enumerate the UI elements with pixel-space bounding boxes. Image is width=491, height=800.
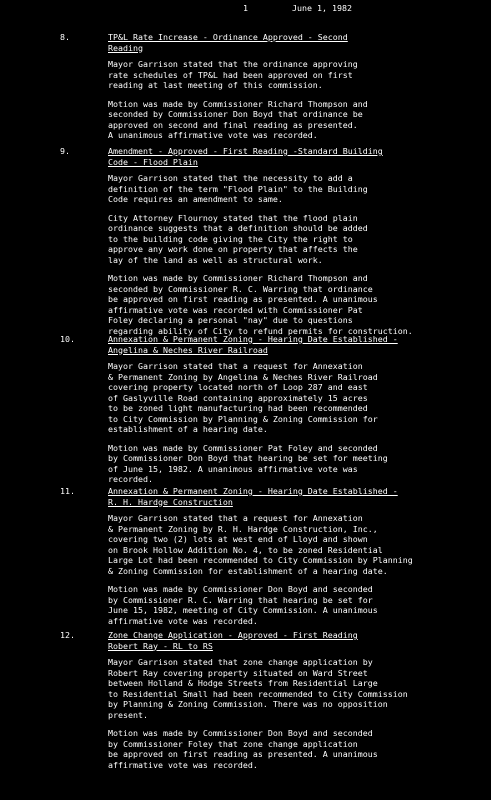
item-paragraph: Mayor Garrison stated that a request for Annexation & Permanent Zoning by R. H. Hardge Construction, Inc., covering two (2) lots at west end of Lloyd and shown on Brook Hollow Addition No. 4, to be zoned Residential Large Lot had been recommended to City Commission by Planning & Zoning Commission for establishment of a hearing date. [108, 513, 413, 576]
item-title: Annexation & Permanent Zoning - Hearing Date Established - Angelina & Neches River Railroad [108, 334, 398, 355]
item-paragraph: Mayor Garrison stated that a request for Annexation & Permanent Zoning by Angelina & Neches River Railroad covering property located north of Loop 287 and east of Gaslyville Road containing approximately 15 acres to be zoned light manufacturing had been recommended to City Commission by Planning & Zoning Commission for establishment of a hearing date. [108, 361, 378, 434]
item-number: 12. [60, 630, 75, 640]
item-number: 8. [60, 32, 70, 42]
page-number: 1 [243, 3, 248, 13]
item-paragraph: Mayor Garrison stated that the ordinance approving rate schedules of TP&L had been approved on first reading at last meeting of this commission. [108, 59, 358, 90]
item-paragraph: City Attorney Flournoy stated that the flood plain ordinance suggests that a definition should be added to the building code giving the City the right to approve any work done on property that affects the lay of the land as well as structural work. [108, 212, 368, 265]
item-number: 9. [60, 146, 70, 156]
item-paragraph: Motion was made by Commissioner Richard Thompson and seconded by Commissioner R. C. Warring that ordinance be approved on first reading as presented. A unanimous affirmative vote was recorded with Commissioner Pat Foley declaring a personal "nay" due to questions regarding ability of City to refund permits for construction. [108, 273, 413, 336]
item-paragraph: Mayor Garrison stated that the necessity to add a definition of the term "Flood Plain" to the Building Code requires an amendment to same. [108, 173, 368, 204]
item-title: Amendment - Approved - First Reading -Standard Building Code - Flood Plain [108, 146, 383, 167]
page-header [0, 3, 491, 15]
item-number: 10. [60, 334, 75, 344]
item-title: Annexation & Permanent Zoning - Hearing Date Established - R. H. Hardge Construction [108, 486, 398, 507]
item-paragraph: Motion was made by Commissioner Richard Thompson and seconded by Commissioner Don Boyd that ordinance be approved on second and final reading as presented. A unanimous affirmative vote was recorded. [108, 98, 368, 140]
item-title: TP&L Rate Increase - Ordinance Approved - Second Reading [108, 32, 348, 53]
page-date: June 1, 1982 [292, 3, 352, 13]
item-paragraph: Motion was made by Commissioner Pat Foley and seconded by Commissioner Don Boyd that hearing be set for meeting of June 15, 1982. A unanimous affirmative vote was recorded. [108, 442, 388, 484]
item-paragraph: Motion was made by Commissioner Don Boyd and seconded by Commissioner Foley that zone change application be approved on first reading as presented. A unanimous affirmative vote was recorded. [108, 728, 378, 770]
item-title: Zone Change Application - Approved - First Reading Robert Ray - RL to RS [108, 630, 358, 651]
item-paragraph: Motion was made by Commissioner Don Boyd and seconded by Commissioner R. C. Warring that hearing be set for June 15, 1982, meeting of City Commission. A unanimous affirmative vote was recorded. [108, 584, 378, 626]
item-number: 11. [60, 486, 75, 496]
item-paragraph: Mayor Garrison stated that zone change application by Robert Ray covering property situated on Ward Street between Holland & Hodge Streets from Residential Large to Residential Small had been recommended to City Commission by Planning & Zoning Commission. There was no opposition present. [108, 657, 408, 720]
